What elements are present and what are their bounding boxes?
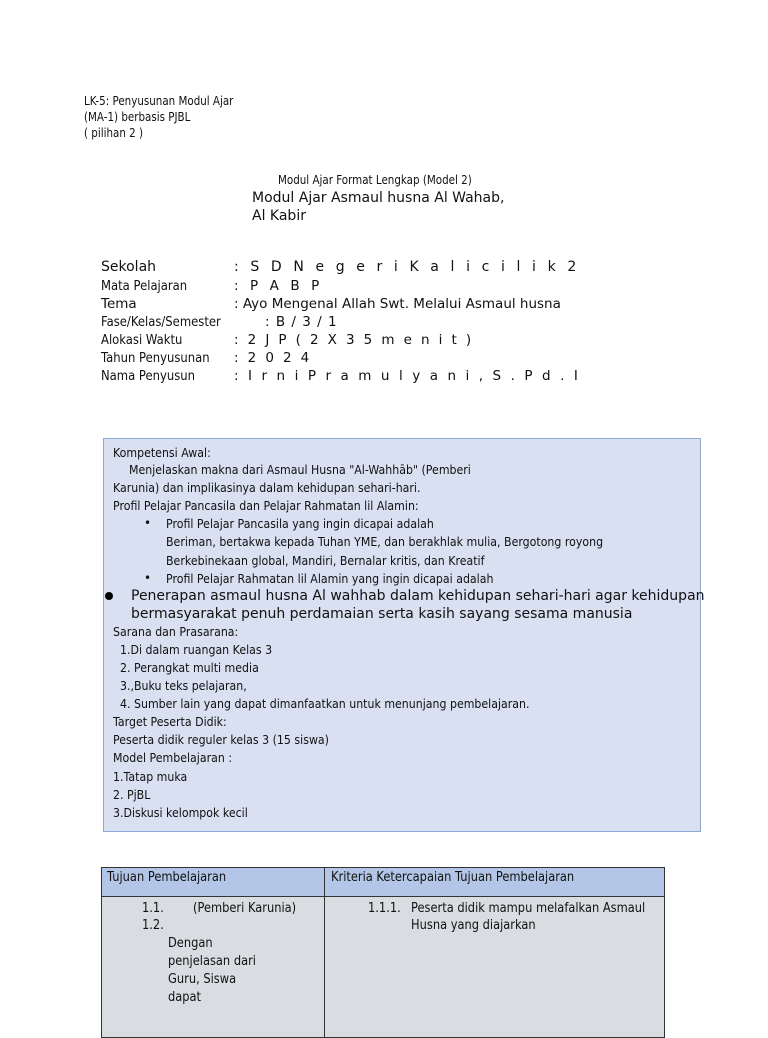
sarana-item: 4. Sumber lain yang dapat dimanfaatkan untuk menunjang pembelajaran. <box>120 696 530 711</box>
profil-heading: Profil Pelajar Pancasila dan Pelajar Rahmatan lil Alamin: <box>113 498 419 513</box>
table-row <box>102 897 665 1038</box>
header-line-2: (MA-1) berbasis PJBL <box>84 110 191 124</box>
header-label: Kriteria Ketercapaian Tujuan Pembelajaran <box>331 870 575 885</box>
profil-item: Profil Pelajar Pancasila yang ingin dicapai adalah <box>166 516 434 531</box>
table-cell-tujuan <box>102 897 325 1038</box>
target-heading: Target Peserta Didik: <box>113 714 227 729</box>
target-text: Peserta didik reguler kelas 3 (15 siswa) <box>113 732 329 747</box>
bullet-icon: • <box>144 516 152 530</box>
objective-number: 1.2. <box>142 918 164 933</box>
profil-detail: Beriman, bertakwa kepada Tuhan YME, dan berakhlak mulia, Bergotong royong <box>166 534 604 549</box>
header-label: Tujuan Pembelajaran <box>107 870 227 885</box>
objective-text: Guru, Siswa <box>168 972 237 987</box>
kompetensi-text: Karunia) dan implikasinya dalam kehidupan sehari-hari. <box>113 480 421 495</box>
format-title: Modul Ajar Format Lengkap (Model 2) <box>278 173 472 187</box>
sarana-item: 2. Perangkat multi media <box>120 660 259 675</box>
table-header-kriteria <box>325 868 665 897</box>
model-item: 3.Diskusi kelompok kecil <box>113 805 248 820</box>
identity-label: Alokasi Waktu <box>101 332 183 348</box>
learning-objectives-table <box>101 867 665 1038</box>
sarana-item: 3.,Buku teks pelajaran, <box>120 678 247 693</box>
identity-value: : P A B P <box>234 278 323 294</box>
kompetensi-text: Menjelaskan makna dari Asmaul Husna "Al-Wahhāb" (Pemberi <box>129 462 471 477</box>
objective-number: 1.1. <box>142 901 164 916</box>
table-header-tujuan <box>102 868 325 897</box>
table-cell-kriteria <box>325 897 665 1038</box>
penerapan-text: Penerapan asmaul husna Al wahhab dalam kehidupan sehari-hari agar kehidupan <box>131 588 705 604</box>
identity-value: : Ayo Mengenal Allah Swt. Melalui Asmaul husna <box>234 296 561 312</box>
model-item: 2. PjBL <box>113 787 151 802</box>
model-item: 1.Tatap muka <box>113 769 188 784</box>
identity-label: Tahun Penyusunan <box>101 350 210 366</box>
kompetensi-heading: Kompetensi Awal: <box>113 445 211 460</box>
bullet-icon <box>105 592 113 600</box>
module-title-line-1: Modul Ajar Asmaul husna Al Wahab, <box>252 190 505 206</box>
identity-label: Sekolah <box>101 259 157 275</box>
profil-item: Profil Pelajar Rahmatan lil Alamin yang ingin dicapai adalah <box>166 571 494 586</box>
identity-label: Mata Pelajaran <box>101 278 188 294</box>
sarana-item: 1.Di dalam ruangan Kelas 3 <box>120 642 273 657</box>
objective-text: penjelasan dari <box>168 954 256 969</box>
header-line-3: ( pilihan 2 ) <box>84 126 144 140</box>
criteria-number: 1.1.1. <box>368 901 401 916</box>
penerapan-text: bermasyarakat penuh perdamaian serta kasih sayang sesama manusia <box>131 606 633 622</box>
sarana-heading: Sarana dan Prasarana: <box>113 624 239 639</box>
header-line-1: LK-5: Penyusunan Modul Ajar <box>84 94 234 108</box>
model-heading: Model Pembelajaran : <box>113 750 233 765</box>
identity-value: : S D N e g e r i K a l i c i l i k 2 <box>234 259 580 275</box>
bullet-icon: • <box>144 571 152 585</box>
identity-value: : 2 0 2 4 <box>234 350 312 366</box>
objective-text: Dengan <box>168 936 213 951</box>
criteria-text: Peserta didik mampu melafalkan Asmaul <box>411 901 646 916</box>
profil-detail: Berkebinekaan global, Mandiri, Bernalar kritis, dan Kreatif <box>166 553 485 568</box>
identity-value: : B / 3 / 1 <box>265 314 338 330</box>
identity-label: Nama Penyusun <box>101 368 196 384</box>
table-header-row <box>102 868 665 897</box>
identity-label: Fase/Kelas/Semester <box>101 314 221 330</box>
identity-value: : I r n i P r a m u l y a n i , S . P d . I <box>234 368 581 384</box>
objective-text: (Pemberi Karunia) <box>193 901 297 916</box>
worksheet-header <box>84 93 258 141</box>
competency-box <box>103 438 705 832</box>
module-title-line-2: Al Kabir <box>252 208 306 224</box>
module-title <box>252 189 504 225</box>
objective-text: dapat <box>168 990 202 1005</box>
criteria-text: Husna yang diajarkan <box>411 918 536 933</box>
identity-value: : 2 J P ( 2 X 3 5 m e n i t ) <box>234 332 474 348</box>
identity-label: Tema <box>101 296 137 312</box>
